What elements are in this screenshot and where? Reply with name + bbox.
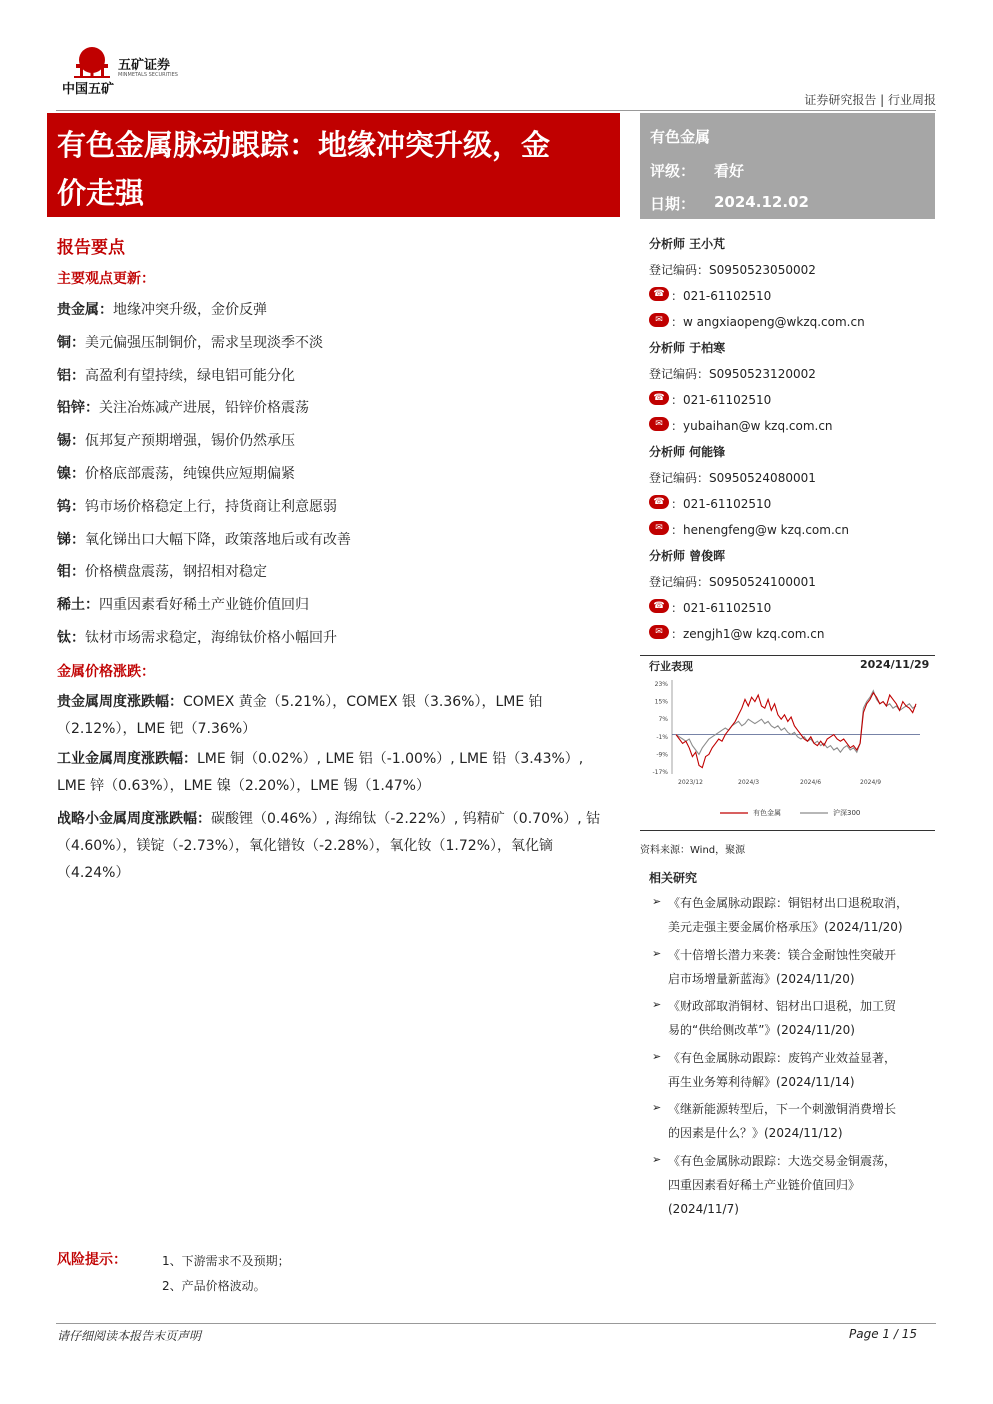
related-report-text: 再生业务筹利待解》(2024/11/14)	[668, 1074, 855, 1089]
related-report-text: 《十倍增长潜力来袭：镁合金耐蚀性突破开	[668, 947, 897, 962]
chart-source: 资料来源：Wind，聚源	[640, 845, 746, 856]
related-heading: 相关研究	[649, 871, 698, 885]
key-view-text: 关注冶炼减产进展，铅锌价格震荡	[99, 400, 309, 417]
header-divider	[56, 110, 936, 111]
rating-label: 评级：	[650, 162, 696, 180]
key-view-text: 价格横盘震荡，钢招相对稳定	[85, 564, 267, 581]
strategic-values: 碳酸锂（0.46%）, 海绵钛（-2.22%）, 钨精矿（0.70%）, 钴（4.60%），镁锭（-2.73%），氧化镨钕（-2.28%），氧化钕（1.72%），氧化镝（4.24%）	[57, 811, 601, 881]
key-view-item	[57, 529, 351, 549]
strategic-metals-change	[57, 806, 612, 887]
x-tick-label: 2023/12	[678, 779, 703, 786]
analyst-name: 分析师 于柏寒	[649, 341, 726, 355]
arrow-bullet-icon: ➢	[652, 946, 662, 960]
date-value: 2024.12.02	[714, 193, 809, 211]
precious-values: COMEX 黄金（5.21%），COMEX 银（3.36%），LME 铂（2.12%），LME 钯（7.36%）	[57, 694, 543, 737]
analyst-email[interactable]: ：yubaihan@w kzq.com.cn	[671, 419, 833, 433]
key-view-metal: 钛：	[57, 630, 85, 646]
related-report-text: 《继新能源转型后，下一个刺激铜消费增长	[668, 1102, 897, 1116]
page-number: Page 1 / 15	[849, 1327, 917, 1341]
industrial-values: LME 铜（0.02%）, LME 铝（-1.00%）, LME 铅（3.43%）, LME 锌（0.63%），LME 镍（2.20%），LME 锡（1.47%）	[57, 751, 584, 794]
precious-label: 贵金属周度涨跌幅：	[57, 694, 183, 710]
related-report-link[interactable]	[668, 1097, 930, 1145]
related-report-link[interactable]	[668, 943, 930, 991]
chart-bottom-rule	[640, 830, 935, 831]
footer-divider	[56, 1323, 936, 1324]
key-view-metal: 钨：	[57, 498, 85, 515]
key-view-metal: 锡：	[57, 433, 85, 450]
series-line	[676, 691, 916, 755]
key-view-metal: 铜：	[57, 334, 85, 351]
risk-label: 风险提示：	[57, 1252, 127, 1268]
industrial-label: 工业金属周度涨跌幅：	[57, 751, 197, 767]
y-tick-label: -17%	[652, 769, 668, 776]
related-report-text: 易的“供给侧改革”》(2024/11/20)	[668, 1023, 855, 1037]
views-subheading: 主要观点更新：	[57, 271, 155, 287]
key-view-metal: 铅锌：	[57, 400, 99, 417]
related-report-text: 四重因素看好稀土产业链价值回归》	[668, 1177, 861, 1192]
related-report-text: 的因素是什么？》(2024/11/12)	[668, 1126, 843, 1140]
price-subheading: 金属价格涨跌：	[57, 664, 155, 680]
key-view-metal: 稀土：	[57, 597, 99, 614]
email-icon: ✉	[649, 521, 669, 535]
related-report-link[interactable]	[668, 994, 930, 1042]
rating-info-box	[640, 113, 935, 219]
analyst-phone: ：021-61102510	[671, 601, 772, 615]
y-tick-label: -9%	[656, 751, 668, 759]
key-view-metal: 锑：	[57, 531, 85, 548]
x-tick-label: 2024/6	[800, 779, 822, 786]
legend-label: 有色金属	[753, 809, 781, 817]
arrow-bullet-icon: ➢	[652, 998, 662, 1011]
key-view-metal: 铝：	[57, 367, 85, 384]
chart-date: 2024/11/29	[860, 658, 930, 671]
related-report-text: 启市场增量新蓝海》(2024/11/20)	[668, 971, 855, 986]
analyst-email[interactable]: ：zengjh1@w kzq.com.cn	[671, 627, 825, 641]
analyst-name: 分析师 曾俊晖	[649, 549, 726, 563]
chart-top-rule	[640, 655, 935, 656]
industry-performance-chart	[640, 674, 935, 824]
footer-disclaimer: 请仔细阅读本报告末页声明	[57, 1329, 202, 1343]
rating-value: 看好	[714, 162, 745, 180]
key-view-text: 四重因素看好稀土产业链价值回归	[99, 597, 309, 614]
phone-icon: ☎	[649, 495, 669, 509]
key-view-item	[57, 397, 309, 417]
key-view-text: 地缘冲突升级，金价反弹	[113, 302, 267, 318]
key-view-item	[57, 299, 267, 319]
report-title	[47, 113, 620, 217]
analyst-phone: ：021-61102510	[671, 393, 772, 407]
industrial-metals-change	[57, 746, 612, 800]
key-view-text: 氧化锑出口大幅下降，政策落地后或有改善	[85, 531, 351, 548]
email-icon: ✉	[649, 417, 669, 431]
key-view-item	[57, 496, 337, 516]
x-tick-label: 2024/3	[738, 779, 760, 786]
arrow-bullet-icon: ➢	[652, 895, 662, 908]
key-view-text: 钛材市场需求稳定，海绵钛价格小幅回升	[85, 630, 337, 646]
phone-icon: ☎	[649, 287, 669, 301]
sector-label: 有色金属	[650, 128, 711, 146]
arrow-bullet-icon: ➢	[652, 1049, 662, 1063]
key-view-text: 钨市场价格稳定上行，持货商让利意愿弱	[85, 498, 337, 515]
related-report-text: 《有色金属脉动跟踪：大选交易金铜震荡，	[668, 1153, 897, 1168]
related-report-link[interactable]	[668, 1046, 930, 1094]
series-line	[676, 693, 916, 768]
doc-type-label: 证券研究报告 | 行业周报	[804, 93, 936, 107]
logo-group-name: 中国五矿	[62, 82, 115, 97]
related-report-link[interactable]	[668, 1149, 930, 1221]
analyst-registration: 登记编码：S0950523050002	[649, 263, 816, 277]
analyst-phone: ：021-61102510	[671, 497, 772, 511]
analyst-registration: 登记编码：S0950524080001	[649, 471, 816, 485]
y-tick-label: 7%	[658, 716, 668, 724]
chart-title: 行业表现	[649, 660, 693, 673]
related-report-text: 《有色金属脉动跟踪：铜铝材出口退税取消，	[668, 896, 909, 910]
date-label: 日期：	[650, 195, 696, 213]
legend-label: 沪深300	[833, 809, 861, 817]
key-view-text: 美元偏强压制铜价，需求呈现淡季不淡	[85, 334, 323, 351]
key-view-text: 高盈利有望持续，绿电铝可能分化	[85, 367, 295, 384]
risk-item-2: 2、产品价格波动。	[162, 1279, 266, 1293]
related-report-text: 《有色金属脉动跟踪：废钨产业效益显著，	[668, 1050, 897, 1065]
strategic-label: 战略小金属周度涨跌幅：	[57, 811, 211, 827]
analyst-email[interactable]: ：w angxiaopeng@wkzq.com.cn	[671, 315, 865, 329]
analyst-registration: 登记编码：S0950523120002	[649, 367, 816, 381]
email-icon: ✉	[649, 313, 669, 327]
key-view-metal: 镍：	[57, 466, 85, 482]
analyst-phone: ：021-61102510	[671, 289, 772, 303]
related-report-text: 美元走强主要金属价格承压》(2024/11/20)	[668, 920, 903, 934]
key-view-item	[57, 332, 323, 352]
phone-icon: ☎	[649, 391, 669, 405]
analyst-email[interactable]: ：henengfeng@w kzq.com.cn	[671, 523, 849, 537]
arrow-bullet-icon: ➢	[652, 1101, 662, 1114]
analyst-registration: 登记编码：S0950524100001	[649, 575, 816, 589]
analyst-name: 分析师 王小芃	[649, 237, 726, 251]
risk-item-1: 1、下游需求不及预期；	[162, 1254, 290, 1268]
key-view-item	[57, 561, 267, 581]
key-view-metal: 钼：	[57, 564, 85, 581]
title-line-2: 价走强	[57, 176, 145, 210]
key-view-item	[57, 594, 309, 614]
key-view-text: 价格底部震荡，纯镍供应短期偏紧	[85, 466, 295, 482]
key-view-metal: 贵金属：	[57, 302, 113, 318]
key-view-item	[57, 430, 295, 450]
company-logo	[62, 42, 222, 98]
related-report-text: 《财政部取消铜材、铝材出口退税，加工贸	[668, 999, 897, 1013]
x-tick-label: 2024/9	[860, 779, 882, 786]
arrow-bullet-icon: ➢	[652, 1152, 662, 1166]
key-view-item	[57, 463, 295, 483]
key-view-text: 佤邦复产预期增强，锡价仍然承压	[85, 433, 295, 450]
precious-metals-change	[57, 689, 612, 743]
y-tick-label: 23%	[654, 681, 668, 688]
logo-company-en: MINMETALS SECURITIES	[118, 72, 178, 78]
key-view-item	[57, 627, 337, 647]
related-report-link[interactable]	[668, 891, 930, 939]
y-tick-label: -1%	[656, 733, 668, 741]
key-view-item	[57, 365, 295, 385]
title-line-1: 有色金属脉动跟踪：地缘冲突升级，金	[57, 128, 551, 162]
y-tick-label: 15%	[654, 698, 668, 706]
email-icon: ✉	[649, 625, 669, 639]
phone-icon: ☎	[649, 599, 669, 613]
related-report-text: (2024/11/7)	[668, 1201, 739, 1216]
summary-heading: 报告要点	[57, 238, 125, 258]
logo-company-name: 五矿证券	[118, 58, 171, 73]
analyst-name: 分析师 何能锋	[649, 445, 726, 459]
